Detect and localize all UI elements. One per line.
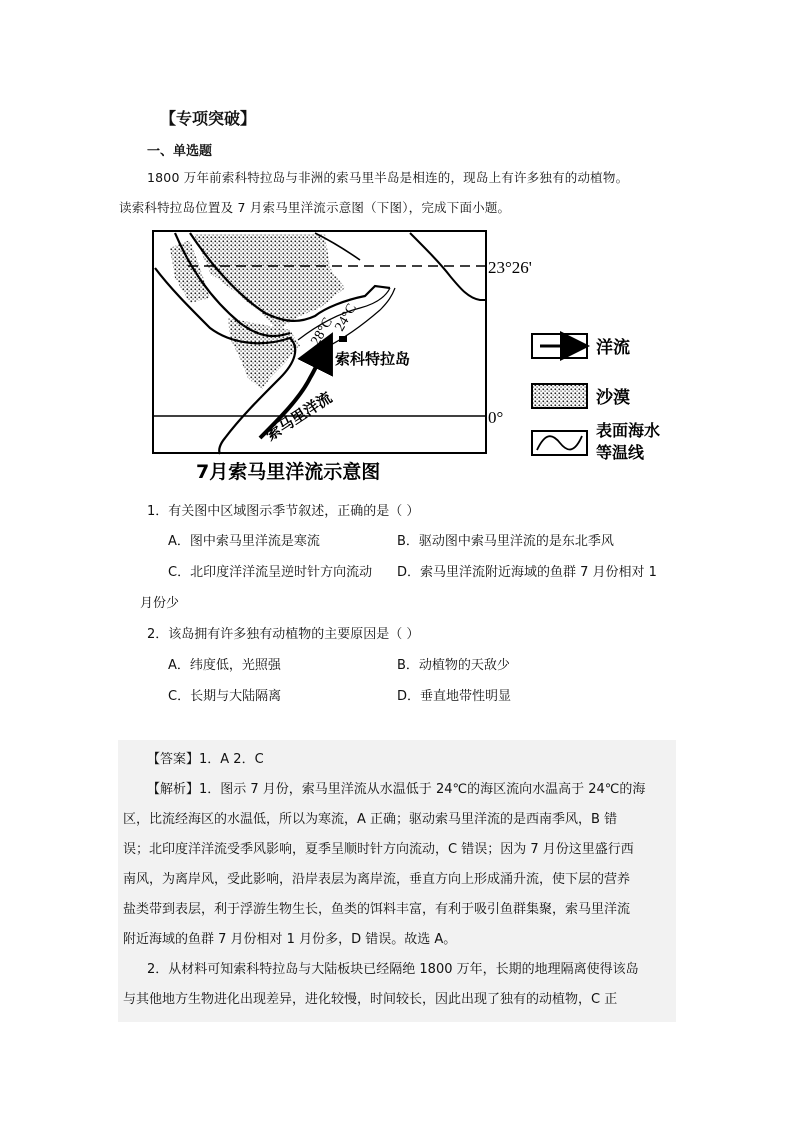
analysis-line: 盐类带到表层，利于浮游生物生长，鱼类的饵料丰富，有利于吸引鱼群集聚，索马里洋流 [123,902,631,917]
section-heading: 一、单选题 [147,144,213,159]
analysis-line: 【解析】1．图示 7 月份，索马里洋流从水温低于 24℃的海区流向水温高于 24℃的海 [147,782,646,797]
legend-isotherm-label-2: 等温线 [596,443,645,462]
analysis-line: 附近海域的鱼群 7 月份相对 1 月份多，D 错误。故选 A。 [123,932,457,947]
question-2-option-b: B．动植物的天敌少 [397,658,510,673]
current-label: 索马里洋流 [262,388,336,445]
equator-label: 0° [488,408,504,427]
figure-caption: 7月索马里洋流示意图 [196,461,381,483]
legend [532,334,660,462]
isotherm-24-label: 24°C [332,301,360,334]
answer-key: 【答案】1．A 2．C [147,752,264,767]
question-1-option-a: A．图中索马里洋流是寒流 [168,534,320,549]
question-1-option-c: C．北印度洋洋流呈逆时针方向流动 [168,565,373,580]
question-2-option-d: D．垂直地带性明显 [397,689,512,704]
question-1-option-d: D．索马里洋流附近海域的鱼群 7 月份相对 1 [397,565,657,580]
isotherm-28-label: 28°C [308,315,336,348]
intro-line-2: 读索科特拉岛位置及 7 月索马里洋流示意图（下图），完成下面小题。 [119,200,511,215]
question-1-option-b: B．驱动图中索马里洋流的是东北季风 [397,534,614,549]
analysis-line: 误；北印度洋洋流受季风影响，夏季呈顺时针方向流动，C 错误；因为 7 月份这里盛行西 [123,842,634,857]
legend-desert-box [532,384,587,408]
analysis-line: 南风，为离岸风，受此影响，沿岸表层为离岸流，垂直方向上形成涌升流，使下层的营养 [123,872,631,887]
question-2-stem: 2．该岛拥有许多独有动植物的主要原因是（ ） [147,627,420,642]
page-title: 【专项突破】 [160,109,257,128]
answer-panel [118,740,676,1022]
legend-current-label: 洋流 [596,338,630,358]
legend-desert-label: 沙漠 [596,388,630,408]
analysis-line: 2．从材料可知索科特拉岛与大陆板块已经隔绝 1800 万年，长期的地理隔离使得该岛 [147,962,639,977]
desert-horn [228,318,300,390]
question-2-option-c: C．长期与大陆隔离 [168,689,282,704]
question-1-stem: 1．有关图中区域图示季节叙述，正确的是（ ） [147,504,420,519]
somali-current-map [150,228,682,486]
intro-line-1: 1800 万年前索科特拉岛与非洲的索马里半岛是相连的，现岛上有许多独有的动植物。 [147,170,629,185]
legend-isotherm-label-1: 表面海水 [596,421,661,440]
analysis-line: 与其他地方生物进化出现差异，进化较慢，时间较长，因此出现了独有的动植物，C 正 [123,992,618,1007]
tropic-label: 23°26' [488,258,532,277]
question-1-option-d-cont: 月份少 [140,596,180,611]
question-2-option-a: A．纬度低，光照强 [168,658,281,673]
socotra-island [339,336,347,342]
island-label: 索科特拉岛 [335,350,411,368]
analysis-line: 区，比流经海区的水温低，所以为寒流，A 正确；驱动索马里洋流的是西南季风，B 错 [123,812,618,827]
